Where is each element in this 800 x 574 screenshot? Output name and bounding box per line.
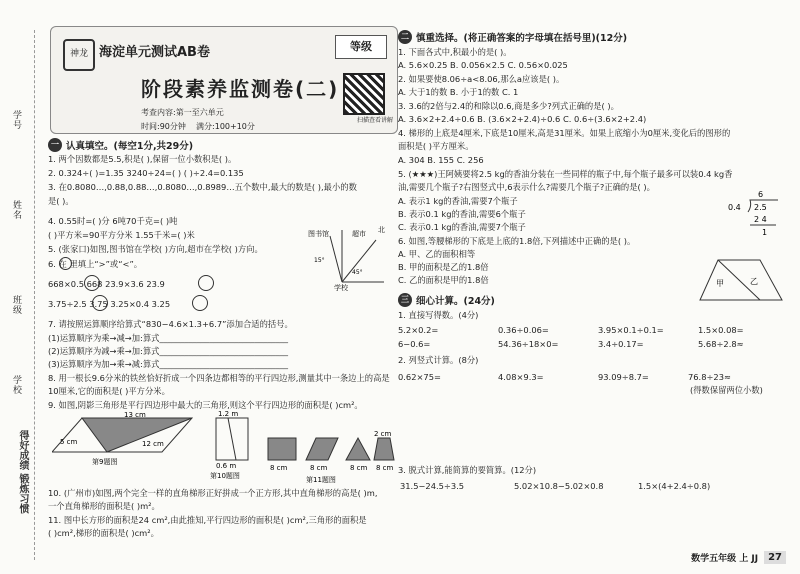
school-point-label: 学校 [334,284,348,292]
subject-label: 数学五年级 上 JJ [691,554,759,564]
library-label: 图书馆 [308,230,329,238]
q10-caption: 第10题图 [210,472,240,480]
page-number: 27 [764,551,786,564]
question-line: 5. (张家口)如图,图书馆在学校( )方向,超市在学校( )方向。 [48,244,263,254]
section-number-icon: 一 [48,138,62,152]
question-line: ( )平方米=90平方分米 1.55千米=( )米 [48,230,195,240]
choice-line: B. 表示0.1 kg的香油,需要6个瓶子 [398,209,526,219]
section-1-title: 一 认真填空。(每空1分,共29分) [48,138,193,152]
oral-item: 5.2×0.2= [398,325,439,335]
question-line: 油,需要几个瓶子?右图竖式中,6表示什么?需要几个瓶子?正确的是( )。 [398,182,655,192]
school-label: 学校 [11,375,21,395]
q11-figure [266,430,396,486]
q9-side-label: 5 cm [60,438,78,446]
question-line: 5. (★★★)王阿姨要将2.5 kg的香油分装在一些同样的瓶子中,每个瓶子最多可以装0.4 kg香 [398,169,733,179]
exam-scope: 考查内容:第一至六单元 [141,108,224,117]
binding-sidebar [0,30,40,570]
choice-line: A. 表示1 kg的香油,需要7个瓶子 [398,196,518,206]
question-line: 7. 请按照运算顺序给算式“830−4.6×1.3+6.7”添加合适的括号。 [48,319,293,329]
oral-item: 54.36÷18×0= [498,339,559,349]
question-line: 9. 如图,阴影三角形是平行四边形中最大的三角形,则这个平行四边形的面积是( )cm²。 [48,400,363,410]
qr-code-icon [343,73,385,115]
test-header-banner [50,26,398,134]
name-label: 姓名 [11,200,21,220]
class-label: 班级 [11,295,21,315]
vertical-item: 76.8÷23≈ [688,372,731,382]
division-remainder: 1 [762,228,768,237]
choice-line: A. 3.6×2+2.4÷0.6 B. (3.6×2+2.4)÷0.6 C. 0.6÷(3.6×2+2.4) [398,114,647,124]
page-footer [691,551,786,564]
section-number-icon: 三 [398,293,412,307]
angle-label-15: 15° [314,257,325,264]
stepwise-item: 5.02×10.8−5.02×0.8 [514,481,604,491]
vertical-item: 4.08×9.3= [498,372,544,382]
stepwise-item: 31.5−24.5÷3.5 [400,481,465,491]
compare-circle[interactable] [198,275,214,291]
stepwise-item: 1.5×(4+2.4÷0.8) [638,481,711,491]
question-line: 6. 在 里填上“>”或“<”。 [48,259,143,269]
long-division-figure [726,188,786,248]
compare-circle[interactable] [84,275,100,291]
student-number-label: 学号 [11,110,21,130]
q10-top-label: 1.2 m [218,410,239,418]
compare-circle[interactable] [192,295,208,311]
oral-item: 0.36÷0.06= [498,325,549,335]
vertical-note: (得数保留两位小数) [690,385,763,395]
exam-meta [141,121,255,132]
brand-logo: 神龙 [63,39,95,71]
choice-line: A. 5.6×0.25 B. 0.056×2.5 C. 0.56×0.025 [398,60,568,70]
sidebar-slogan: 得好成绩 锻炼习惯 [17,430,28,514]
division-quotient: 6 [758,190,764,199]
trapezoid-jia-label: 甲 [716,279,724,288]
question-line: 11. 图中长方形的面积是24 cm²,由此推知,平行四边形的面积是( )cm²,三角形的面积是 [48,515,367,525]
vertical-item: 93.09÷8.7= [598,372,649,382]
angle-label-45: 45° [352,269,363,276]
q9-figure [52,412,202,468]
question-line: 面积是( )平方厘米。 [398,141,474,151]
question-line: 2. 0.324÷( )=1.35 3240÷24=( ) ( )÷2.4=0.135 [48,168,244,178]
choice-line: B. 甲的面积是乙的1.8倍 [398,262,489,272]
question-line: 一个直角梯形的面积是( )m²。 [48,501,160,511]
q11-caption: 第11题图 [306,476,336,484]
choice-line: C. 表示0.1 kg的香油,需要7个瓶子 [398,222,526,232]
division-divisor: 0.4 [728,203,741,212]
q11-bottom-label: 8 cm [270,464,288,472]
question-line: 10. (广州市)如图,两个完全一样的直角梯形正好拼成一个正方形,其中直角梯形的高是( )m, [48,488,378,498]
left-column [42,0,392,574]
question-line: (2)运算顺序为减→乘→加:算式_______________________________ [48,346,289,356]
section-2-title: 二 慎重选择。(将正确答案的字母填在括号里)(12分) [398,30,627,44]
vertical-item: 0.62×75= [398,372,441,382]
q9-caption: 第9题图 [92,458,118,466]
division-product: 2 4 [754,215,767,224]
choice-line: A. 304 B. 155 C. 256 [398,155,484,165]
q11-bottom-label: 8 cm [376,464,394,472]
compare-circle[interactable] [92,295,108,311]
division-dividend: 2.5 [754,203,767,212]
question-line: 是( )。 [48,196,74,206]
exam-score: 满分:100+10分 [196,122,255,131]
page-title: 阶段素养监测卷(二) [141,77,340,101]
section-number-icon: 二 [398,30,412,44]
question-line: ( )cm²,梯形的面积是( )cm²。 [48,528,159,538]
q11-bottom-label: 8 cm [350,464,368,472]
compare-circle[interactable] [59,257,72,270]
question-line: 2. 如果要使8.06÷a<8.06,那么a应该是( )。 [398,74,565,84]
choice-line: A. 甲、乙的面积相等 [398,249,476,259]
right-column [398,28,790,568]
trapezoid-figure [698,256,786,304]
question-line: (3)运算顺序为加→乘→减:算式_______________________________ [48,359,289,369]
oral-item: 1.5×0.08= [698,325,744,335]
grade-box: 等级 [335,35,387,59]
cut-line [34,30,35,560]
question-line: 10厘米,它的面积是( )平方分米。 [48,386,170,396]
oral-item: 6−0.6= [398,339,431,349]
market-label: 超市 [352,230,366,238]
q10-figure [206,410,256,480]
q10-bottom-label: 0.6 m [216,462,237,470]
trapezoid-yi-label: 乙 [750,277,758,286]
question-line: 8. 用一根长9.6分米的铁丝恰好折成一个四条边都相等的平行四边形,测量其中一条边上的高是 [48,373,390,383]
north-label: 北 [378,226,385,234]
oral-calc-instruction: 1. 直接写得数。(4分) [398,310,479,320]
question-line: 1. 两个因数都是5.5,积是( ),保留一位小数积是( )。 [48,154,237,164]
question-line: 3.75÷2.5 3.75 3.25×0.4 3.25 [48,299,171,309]
question-line: 668×0.5 668 23.9×3.6 23.9 [48,279,165,289]
direction-figure [304,222,388,292]
choice-line: C. 乙的面积是甲的1.8倍 [398,275,489,285]
choice-line: A. 大于1的数 B. 小于1的数 C. 1 [398,87,519,97]
oral-item: 3.4÷0.17= [598,339,644,349]
question-line: 4. 梯形的上底是4厘米,下底是10厘米,高是31厘米。如果上底缩小为0厘米,变化后的图形的 [398,128,731,138]
question-line: 3. 3.6的2倍与2.4的和除以0.6,商是多少?列式正确的是( )。 [398,101,619,111]
question-line: 1. 下面各式中,积最小的是( )。 [398,47,512,57]
qr-caption: 扫描查看讲解 [356,117,393,124]
oral-item: 5.68÷2.8≈ [698,339,744,349]
question-line: (1)运算顺序为乘→减→加:算式_______________________________ [48,333,289,343]
series-title: 海淀单元测试AB卷 [99,45,210,60]
oral-item: 3.95×0.1÷0.1= [598,325,664,335]
question-line: 6. 如图,等腰梯形的下底是上底的1.8倍,下列描述中正确的是( )。 [398,236,636,246]
q11-top-label: 2 cm [374,430,392,438]
q9-top-label: 13 cm [124,412,146,419]
stepwise-calc-instruction: 3. 脱式计算,能简算的要简算。(12分) [398,465,537,475]
q9-base-label: 12 cm [142,440,164,448]
q11-bottom-label: 8 cm [310,464,328,472]
section-3-title: 三 细心计算。(24分) [398,293,495,307]
vertical-calc-instruction: 2. 列竖式计算。(8分) [398,355,479,365]
question-line: 3. 在0.8080…,0.88,0.88…,0.8080…,0.8989…五个数中,最大的数是( ),最小的数 [48,182,357,192]
question-line: 4. 0.55时=( )分 6吨70千克=( )吨 [48,216,178,226]
exam-time: 时间:90分钟 [141,122,186,131]
